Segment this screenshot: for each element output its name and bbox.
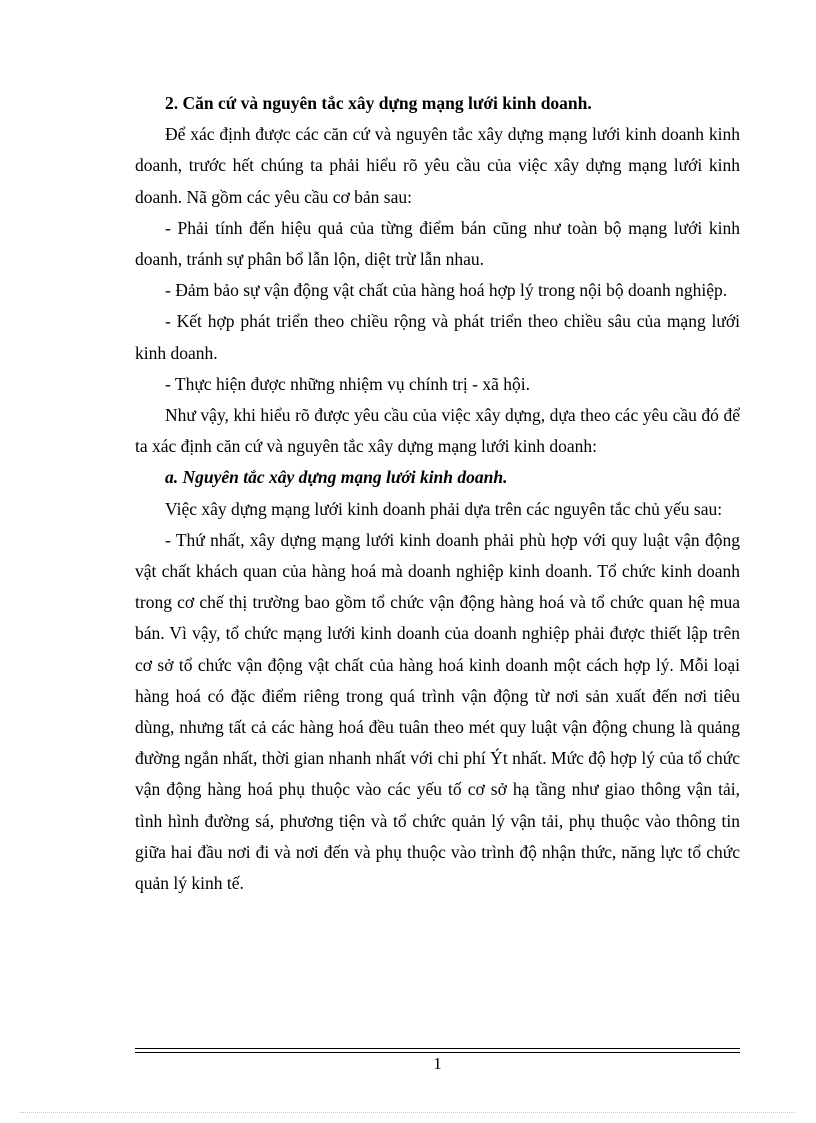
paragraph-requirement-2: - Đảm bảo sự vận động vật chất của hàng hoá hợp lý trong nội bộ doanh nghiệp. — [165, 280, 728, 301]
paragraph-requirement-4: - Thực hiện được những nhiệm vụ chính trị - xã hội. — [165, 373, 530, 394]
page-bottom-border — [20, 1112, 796, 1113]
paragraph-requirement-3: - Kết hợp phát triển theo chiều rộng và phát triển theo chiều sâu của mạng lưới kinh doanh. — [135, 311, 740, 363]
paragraph-summary: Như vậy, khi hiểu rõ được yêu cầu của việc xây dựng, dựa theo các yêu cầu đó để ta xác định căn cứ và nguyên tắc xây dựng mạng lưới kinh doanh: — [135, 405, 740, 457]
footer-divider — [135, 1048, 740, 1053]
document-body — [135, 88, 740, 899]
paragraph-requirement-1: - Phải tính đến hiệu quả của từng điểm bán cũng như toàn bộ mạng lưới kinh doanh, tránh sự phân bổ lẫn lộn, diệt trừ lẫn nhau. — [135, 217, 740, 270]
subsection-heading: a. Nguyên tắc xây dựng mạng lưới kinh doanh. — [165, 467, 508, 488]
section-heading: 2. Căn cứ và nguyên tắc xây dựng mạng lưới kinh doanh. — [165, 93, 592, 113]
paragraph-principle-1: - Thứ nhất, xây dựng mạng lưới kinh doanh phải phù hợp với quy luật vận động vật chất khách quan của hàng hoá mà doanh nghiệp kinh doanh. Tổ chức kinh doanh trong cơ chế thị trường bao gồm tổ chức vận động hàng hoá và tổ chức quan hệ mua bán. Vì vậy, tổ chức mạng lưới kinh doanh của doanh nghiệp phải được thiết lập trên cơ sở tổ chức vận động vật chất của hàng hoá kinh doanh một cách hợp lý. Mỗi loại hàng hoá có đặc điểm riêng trong quá trình vận động từ nơi sản xuất đến nơi tiêu dùng, nhưng tất cả các hàng hoá đều tuân theo mét quy luật vận động chung là quảng đường ngắn nhất, thời gian nhanh nhất với chi phí Ýt nhất. Mức độ hợp lý của tổ chức vận động hàng hoá phụ thuộc vào các yếu tố cơ sở hạ tầng như giao thông vận tải, tình hình đường sá, phương tiện và tổ chức quản lý vận tải, phụ thuộc vào thông tin giữa hai đầu nơi đi và nơi đến và phụ thuộc vào trình độ nhận thức, năng lực tổ chức quản lý kinh tế. — [135, 529, 740, 894]
paragraph-principles-intro: Việc xây dựng mạng lưới kinh doanh phải dựa trên các nguyên tắc chủ yếu sau: — [165, 498, 723, 519]
page-number: 1 — [433, 1054, 442, 1073]
paragraph-intro: Để xác định được các căn cứ và nguyên tắc xây dựng mạng lưới kinh doanh kinh doanh, trước hết chúng ta phải hiểu rõ yêu cầu của việc xây dựng mạng lưới kinh doanh. Nã gồm các yêu cầu cơ bản sau: — [135, 124, 740, 207]
